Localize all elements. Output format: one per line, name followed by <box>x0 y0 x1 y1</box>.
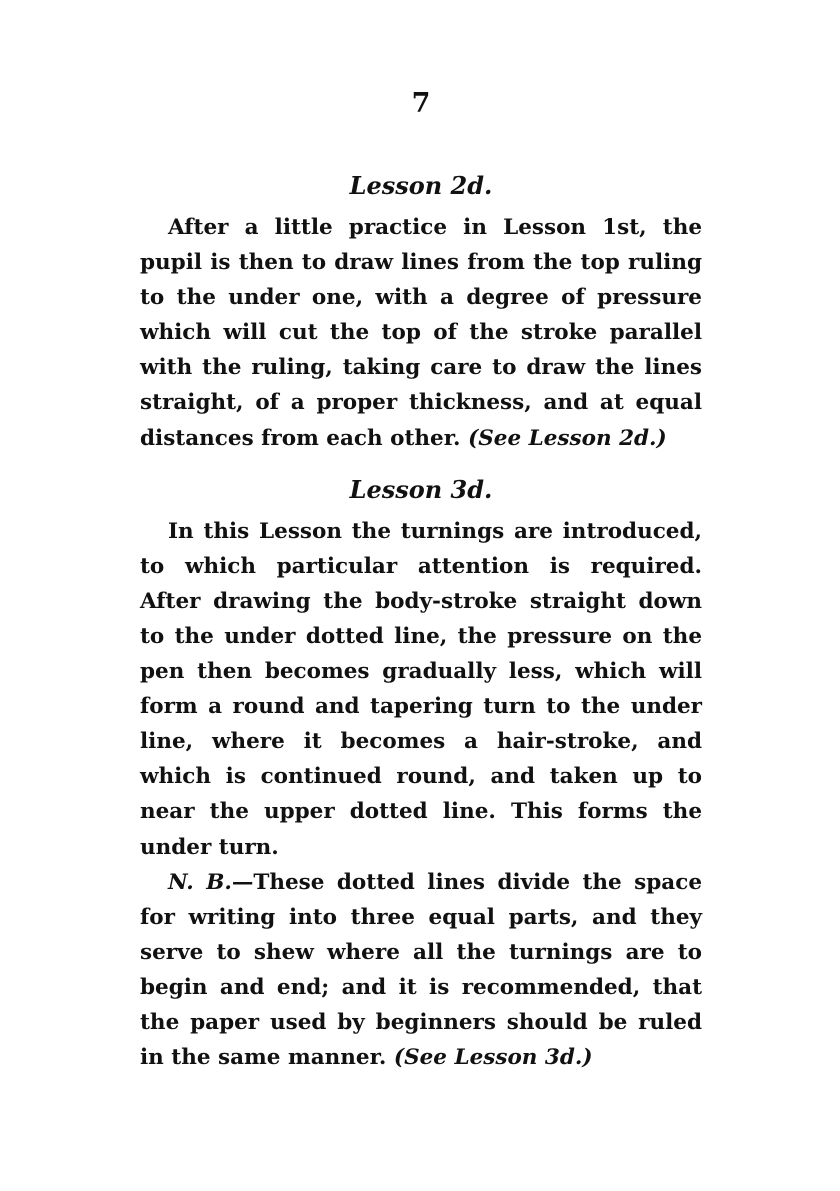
nota-bene-reference: (See Lesson 3d.) <box>393 1045 593 1071</box>
lesson-3-paragraph <box>140 514 702 865</box>
page-number: 7 <box>411 88 431 119</box>
lesson-2-paragraph <box>140 210 702 456</box>
book-page <box>140 84 702 1075</box>
lesson-2-reference: (See Lesson 2d.) <box>468 425 667 451</box>
nota-bene-paragraph <box>140 865 702 1076</box>
lesson-3-text: In this Lesson the turnings are introduced, to which particular attention is required. After drawing the body-stroke straight down to the under dotted line, the pressure on the pen then becomes gradually less, which will form a round and tapering turn to the under line, where it becomes a hair-stroke, and which is continued round, and taken up to near the upper dotted line. This forms the under turn. <box>140 518 702 860</box>
nota-bene-label: N. B. <box>168 869 232 895</box>
lesson-2-text: After a little practice in Lesson 1st, the pupil is then to draw lines from the top ruling to the under one, with a degree of pressure which will cut the top of the stroke parallel with the ruling, taking care to draw the lines straight, of a proper thickness, and at equal distances from each other. <box>140 215 702 451</box>
lesson-3-heading: Lesson 3d. <box>349 474 493 504</box>
lesson-2-heading: Lesson 2d. <box>349 171 493 200</box>
nota-bene-text: —These dotted lines divide the space for writing into three equal parts, and they serve to shew where all the turnings are to begin and end; and it is recommended, that the paper used by beginners should be ruled in the same manner. <box>140 869 702 1071</box>
